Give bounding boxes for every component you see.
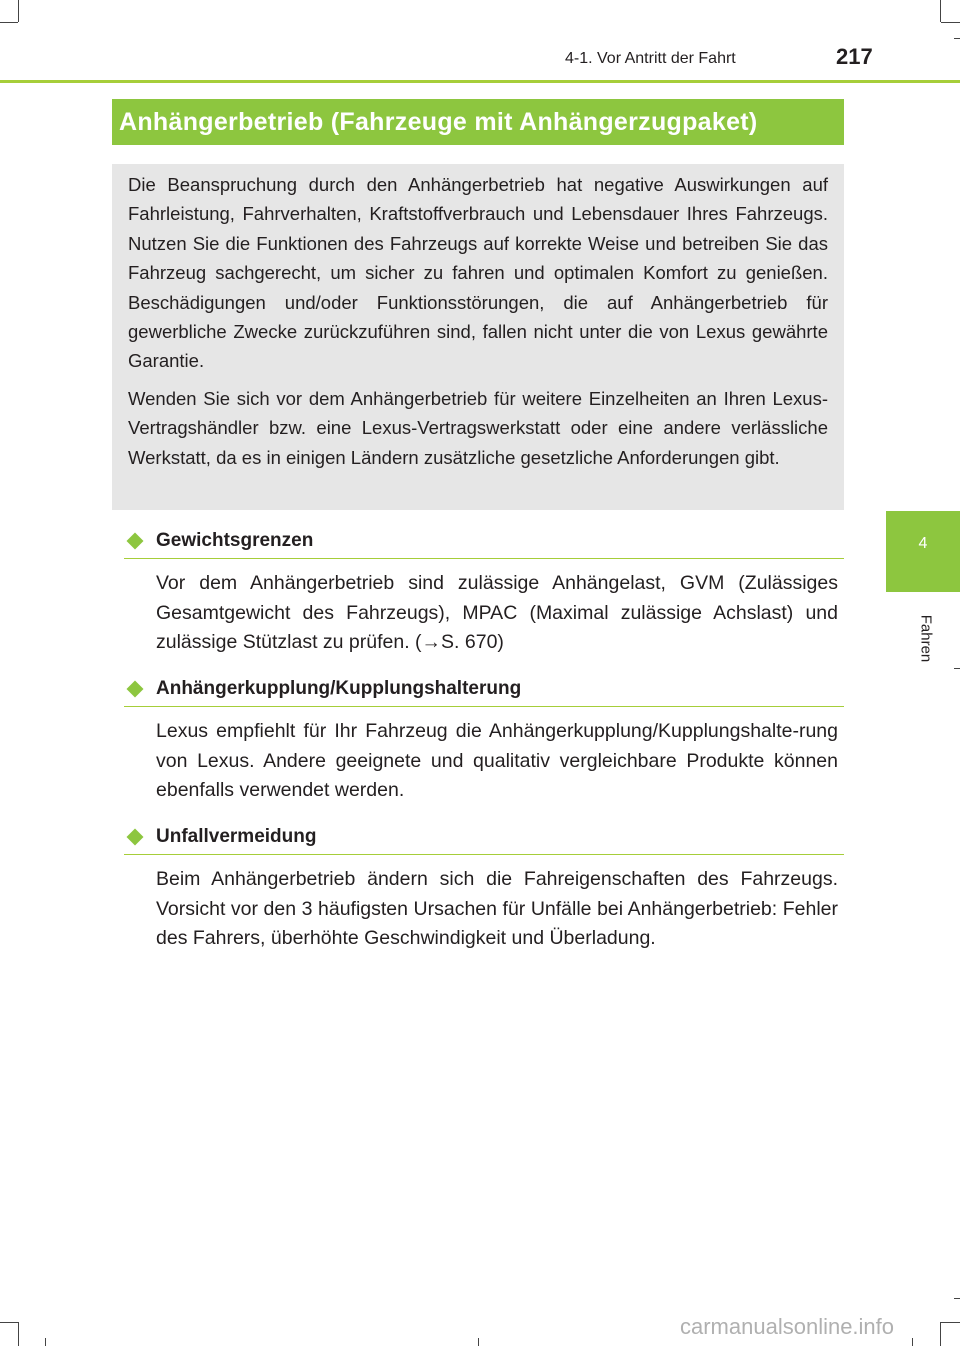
crop-mark <box>18 1322 19 1346</box>
section-title: Gewichtsgrenzen <box>156 530 314 551</box>
chapter-tab <box>886 511 960 592</box>
diamond-bullet-icon <box>127 533 144 550</box>
running-header-section: 4-1. Vor Antritt der Fahrt <box>565 50 736 67</box>
page-number: 217 <box>836 44 873 69</box>
crop-mark <box>941 22 960 23</box>
section-title: Unfallvermeidung <box>156 826 317 847</box>
section-heading <box>124 675 844 707</box>
page-title: Anhängerbetrieb (Fahrzeuge mit Anhängerzugpaket) <box>112 99 844 145</box>
crop-mark <box>954 1298 960 1299</box>
section-heading <box>124 527 844 559</box>
info-paragraph-2: Wenden Sie sich vor dem Anhängerbetrieb für weitere Einzelheiten an Ihren Lexus-Vertragshändler bzw. eine Lexus-Vertragswerkstatt oder eine andere verlässliche Werkstatt, da es in einigen Ländern zusätzliche gesetzliche Anforderungen gibt. <box>128 387 828 468</box>
section-body: Vor dem Anhängerbetrieb sind zulässige Anhängelast, GVM (Zulässiges Gesamtgewicht des Fahrzeugs), MPAC (Maximal zulässige Achslast) und zulässige Stützlast zu prüfen. (→S. 670) <box>156 572 838 653</box>
diamond-bullet-icon <box>127 681 144 698</box>
info-paragraph-1: Die Beanspruchung durch den Anhängerbetrieb hat negative Auswirkungen auf Fahrleistung, Fahrverhalten, Kraftstoffverbrauch und Lebensdauer Ihres Fahrzeugs. Nutzen Sie die Funktionen des Fahrzeugs auf korrekte Weise und betreiben Sie das Fahrzeug sachgerecht, um sicher zu fahren und optimalen Komfort zu genießen. Beschädigungen und/oder Funktionsstörungen, die auf Anhängerbetrieb für gewerbliche Zwecke zurückzuführen sind, fallen nicht unter die von Lexus gewährte Garantie. <box>128 174 828 372</box>
crop-mark <box>940 1322 941 1346</box>
crop-mark <box>45 1338 46 1346</box>
crop-mark <box>941 1322 960 1323</box>
info-box <box>112 164 844 510</box>
section-accident-avoidance <box>124 823 844 954</box>
crop-mark <box>954 38 960 39</box>
crop-mark <box>912 1338 913 1346</box>
section-body: Beim Anhängerbetrieb ändern sich die Fahreigenschaften des Fahrzeugs. Vorsicht vor den 3 häufigsten Ursachen für Unfälle bei Anhängerbetrieb: Fehler des Fahrers, überhöhte Geschwindigkeit und Überladung. <box>156 868 838 949</box>
chapter-label: Fahren <box>917 614 935 663</box>
crop-mark <box>18 0 19 22</box>
section-trailer-hitch <box>124 675 844 806</box>
chapter-number: 4 <box>918 535 928 552</box>
crop-mark <box>954 668 960 669</box>
section-body: Lexus empfiehlt für Ihr Fahrzeug die Anhängerkupplung/Kupplungshalte-rung von Lexus. Andere geeignete und qualitativ vergleichbare Produkte können ebenfalls verwendet werden. <box>156 720 838 801</box>
diamond-bullet-icon <box>127 829 144 846</box>
crop-mark <box>0 22 18 23</box>
section-title: Anhängerkupplung/Kupplungshalterung <box>156 678 522 699</box>
crop-mark <box>0 1322 18 1323</box>
crop-mark <box>478 1338 479 1346</box>
section-weight-limits <box>124 527 844 658</box>
section-heading <box>124 823 844 855</box>
header-rule <box>0 80 960 83</box>
crop-mark <box>940 0 941 22</box>
watermark: carmanualsonline.info <box>680 1314 895 1339</box>
